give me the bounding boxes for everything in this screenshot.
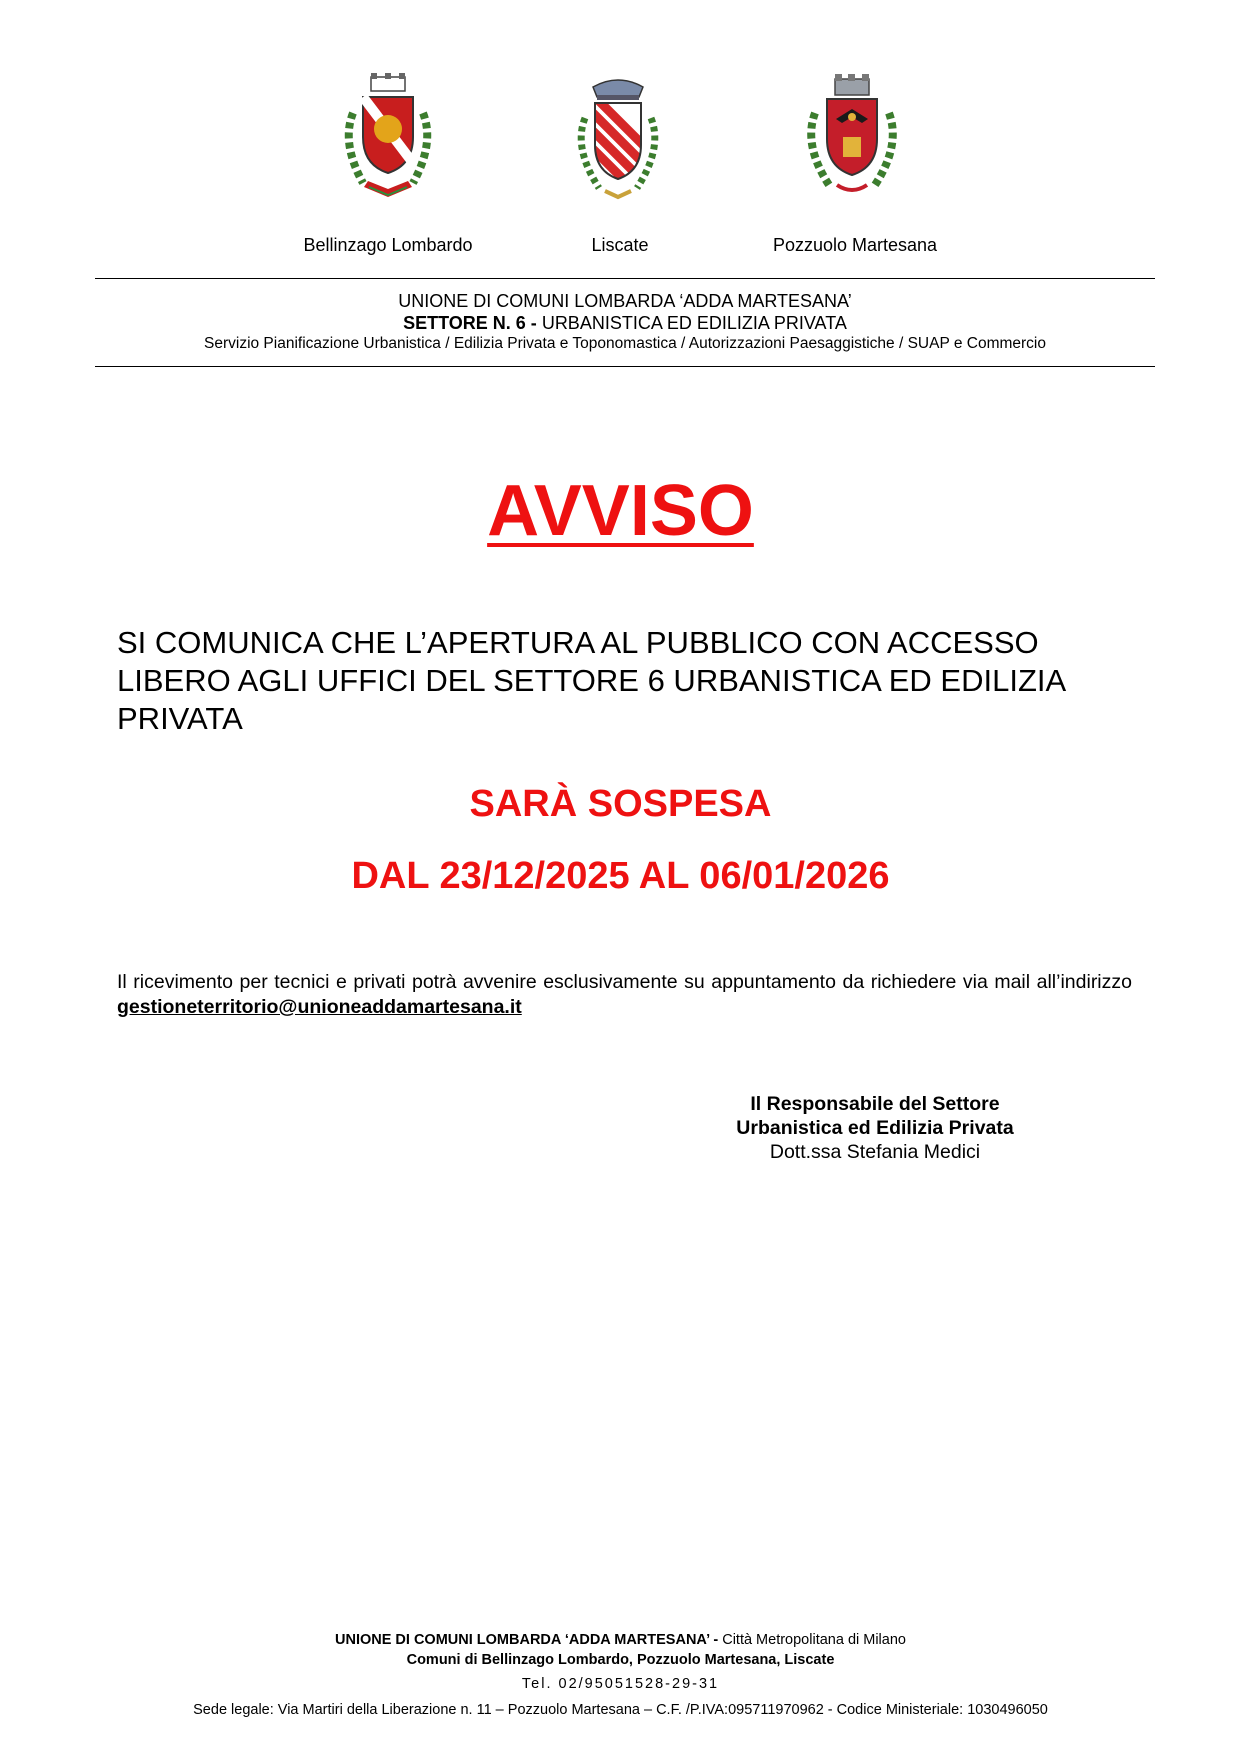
signature-department: Urbanistica ed Edilizia Privata [736, 1117, 1014, 1139]
pozzuolo-coat-of-arms-icon [797, 73, 907, 213]
header-sector-name: URBANISTICA ED EDILIZIA PRIVATA [536, 313, 847, 333]
header-sector [95, 313, 1155, 334]
header-bottom-rule [95, 366, 1155, 367]
contact-email-link[interactable]: gestioneterritorio@unioneaddamartesana.it [117, 996, 522, 1018]
footer-city: Città Metropolitana di Milano [718, 1632, 906, 1648]
footer-phone: Tel. 02/95051528-29-31 [521, 1676, 720, 1692]
header-union-name: UNIONE DI COMUNI LOMBARDA ‘ADDA MARTESANA’ [398, 291, 852, 311]
footer-municipalities: Comuni di Bellinzago Lombardo, Pozzuolo Martesana, Liscate [406, 1652, 835, 1668]
town-name-pozzuolo: Pozzuolo Martesana [772, 235, 938, 255]
town-name-bellinzago: Bellinzago Lombardo [303, 235, 473, 255]
notice-body [117, 970, 1132, 1020]
footer-union [0, 1632, 1241, 1648]
header-sector-number: SETTORE N. 6 - [403, 313, 537, 333]
notice-lead-text: SI COMUNICA CHE L’APERTURA AL PUBBLICO CON ACCESSO LIBERO AGLI UFFICI DEL SETTORE 6 URBANISTICA ED EDILIZIA PRIVATA [117, 625, 1065, 736]
footer-union-name: UNIONE DI COMUNI LOMBARDA ‘ADDA MARTESANA’ - [335, 1632, 719, 1648]
signature-name: Dott.ssa Stefania Medici [769, 1141, 981, 1163]
signature-title: Il Responsabile del Settore [750, 1093, 1000, 1115]
signature-block [690, 1092, 1060, 1164]
footer-legal-address: Sede legale: Via Martiri della Liberazione n. 11 – Pozzuolo Martesana – C.F. /P.IVA:095711970962 - Codice Ministeriale: 1030496050 [193, 1702, 1048, 1718]
liscate-coat-of-arms-icon [563, 73, 673, 213]
notice-suspended: SARÀ SOSPESA [469, 783, 772, 825]
notice-body-text: Il ricevimento per tecnici e privati potrà avvenire esclusivamente su appuntamento da richiedere via mail all’indirizzo [117, 971, 1132, 993]
notice-dates: DAL 23/12/2025 AL 06/01/2026 [351, 855, 890, 897]
header-services: Servizio Pianificazione Urbanistica / Edilizia Privata e Toponomastica / Autorizzazioni Paesaggistiche / SUAP e Commercio [204, 335, 1046, 352]
notice-title: AVVISO [487, 471, 754, 551]
bellinzago-coat-of-arms-icon [333, 73, 443, 213]
header-top-rule [95, 278, 1155, 279]
town-name-liscate: Liscate [591, 235, 649, 255]
